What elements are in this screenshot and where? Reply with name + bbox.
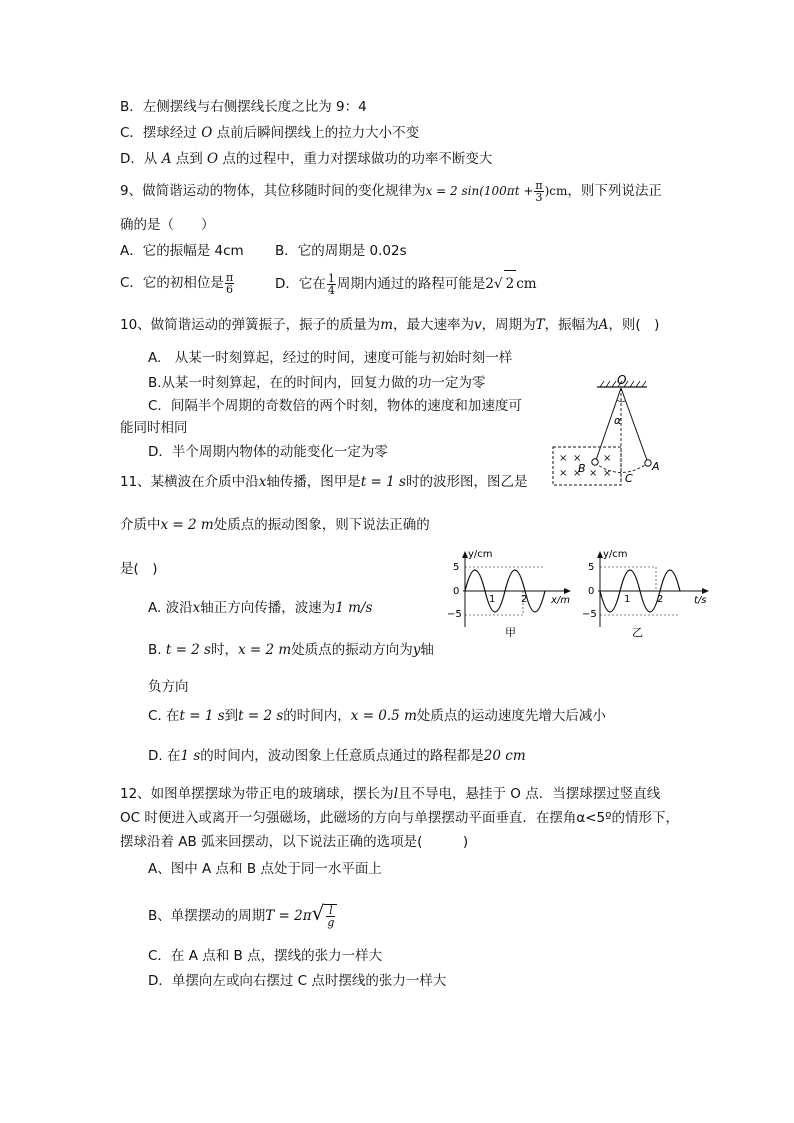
jia-x1: 1 xyxy=(489,594,496,605)
label-b: B xyxy=(578,462,586,475)
svg-text:×: × xyxy=(559,468,568,479)
svg-text:×: × xyxy=(559,453,568,464)
q10-option-c-cont: 能同时相同 xyxy=(120,420,188,436)
q12-option-b: B、单摆摆动的周期T = 2π√ $\frac{l}{g}$ xyxy=(148,898,338,931)
q12-stem-line2: OC 时便进入或离开一匀强磁场，此磁场的方向与单摆摆动平面垂直．在摆角α<5º的情形下， xyxy=(120,810,680,826)
yi-caption: 乙 xyxy=(632,626,643,638)
wave-graph-jia xyxy=(445,543,575,638)
label-alpha: α xyxy=(614,414,622,427)
q11-stem-line3: 是( ) xyxy=(120,561,158,577)
jia-yn5: −5 xyxy=(447,609,462,620)
q9-option-b: B．它的周期是 0.02s xyxy=(275,243,407,259)
yi-yn5: −5 xyxy=(582,609,597,620)
q12-stem-line3: 摆球沿着 AB 弧来回摆动，以下说法正确的选项是( ) xyxy=(120,834,469,850)
label-c: C xyxy=(625,472,633,485)
jia-x2: 2 xyxy=(521,594,528,605)
vibration-graph-yi xyxy=(580,543,715,638)
jia-y5: 5 xyxy=(453,562,460,573)
yi-x1: 1 xyxy=(624,594,631,605)
q9-stem-line2: 确的是（ ） xyxy=(120,217,215,233)
q11-option-b: B. t = 2 s时，x = 2 m处质点的振动方向为y轴 xyxy=(148,642,434,658)
q10-option-d: D．半个周期内物体的动能变化一定为零 xyxy=(148,444,388,460)
q11-option-a: A. 波沿x轴正方向传播，波速为1 m/s xyxy=(148,600,373,616)
q9-stem: 9、做简谐运动的物体，其位移随时间的变化规律为x = 2 sin(100πt + $\frac{\pi}{3}$ )cm，则下列说法正 xyxy=(120,178,662,204)
svg-text:×: × xyxy=(573,468,582,479)
jia-caption: 甲 xyxy=(505,626,516,638)
svg-text:×: × xyxy=(603,453,612,464)
yi-y5: 5 xyxy=(588,562,595,573)
q10-option-a: A. 从某一时刻算起，经过的时间，速度可能与初始时刻一样 xyxy=(148,350,513,366)
q12-stem: 12、如图单摆摆球为带正电的玻璃球，摆长为l且不导电，悬挂于 O 点．当摆球摆过竖直线 xyxy=(120,786,661,802)
yi-xlabel: t/s xyxy=(694,595,707,606)
jia-y0: 0 xyxy=(453,586,460,597)
q12-option-d: D．单摆向左或向右摆过 C 点时摆线的张力一样大 xyxy=(148,973,447,989)
yi-ylabel: y/cm xyxy=(603,549,628,560)
q11-stem-line2: 介质中x = 2 m处质点的振动图象，则下说法正确的 xyxy=(120,517,430,533)
q12-option-a: A、图中 A 点和 B 点处于同一水平面上 xyxy=(148,861,382,877)
q8-option-d: D．从 A 点到 O 点的过程中，重力对摆球做功的功率不断变大 xyxy=(120,151,493,167)
svg-text:×: × xyxy=(573,453,582,464)
q11-stem: 11、某横波在介质中沿x轴传播，图甲是t = 1 s时的波形图，图乙是 xyxy=(120,474,528,490)
q10-option-c: C．间隔半个周期的奇数倍的两个时刻，物体的速度和加速度可 xyxy=(148,398,522,414)
q12-option-c: C．在 A 点和 B 点，摆线的张力一样大 xyxy=(148,948,383,964)
q10-option-b: B.从某一时刻算起，在的时间内，回复力做的功一定为零 xyxy=(148,375,486,391)
yi-x2: 2 xyxy=(657,594,664,605)
yi-y0: 0 xyxy=(588,586,595,597)
q11-option-c: C. 在t = 1 s到t = 2 s的时间内，x = 0.5 m处质点的运动速度先增大后减小 xyxy=(148,708,606,724)
q8-option-c: C．摆球经过 O 点前后瞬间摆线上的拉力大小不变 xyxy=(120,125,420,141)
svg-text:×: × xyxy=(603,468,612,479)
q11-option-b-cont: 负方向 xyxy=(148,679,189,695)
q10-stem: 10、做简谐运动的弹簧振子，振子的质量为m，最大速率为v，周期为T，振幅为A，则( ) xyxy=(120,317,660,333)
pendulum-magnetic-field-figure xyxy=(545,370,670,490)
jia-ylabel: y/cm xyxy=(468,549,493,560)
label-o: O xyxy=(617,373,627,387)
q9-option-a: A．它的振幅是 4cm xyxy=(120,243,244,259)
jia-xlabel: x/m xyxy=(551,595,571,606)
q8-option-b: B．左侧摆线与右侧摆线长度之比为 9：4 xyxy=(120,99,367,115)
q9-option-c: C．它的初相位是 $\frac{\pi}{6}$ xyxy=(120,270,234,296)
svg-text:×: × xyxy=(589,468,598,479)
q9-option-d: D．它在 $\frac{1}{4}$ 周期内通过的路程可能是2√ 2 cm xyxy=(275,271,537,297)
label-a: A xyxy=(652,460,660,473)
q11-option-d: D. 在1 s的时间内，波动图象上任意质点通过的路程都是20 cm xyxy=(148,748,526,764)
